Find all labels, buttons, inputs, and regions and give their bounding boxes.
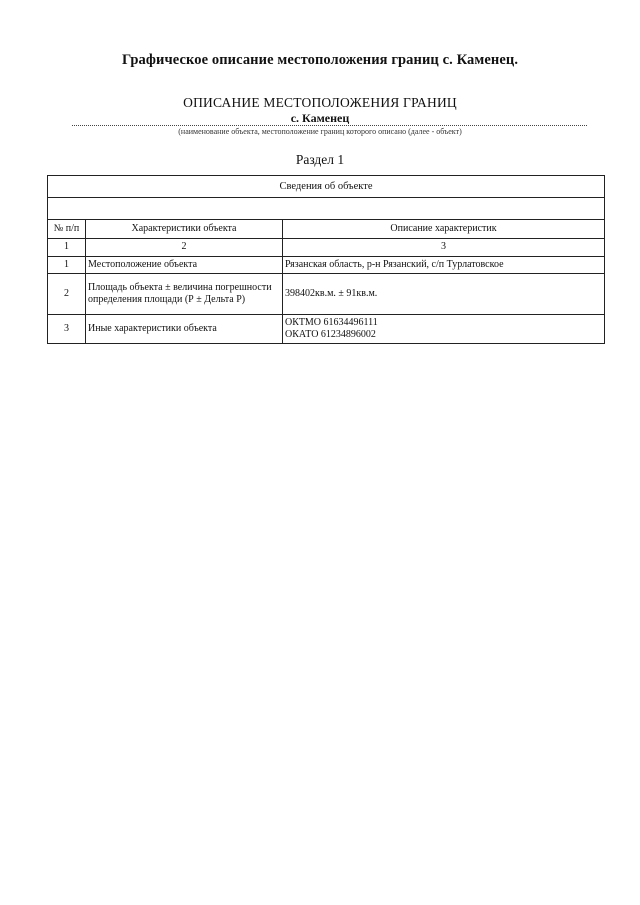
object-caption: (наименование объекта, местоположение границ которого описано (далее - объект) xyxy=(178,127,462,136)
object-name-underline xyxy=(72,125,587,126)
row-num: 1 xyxy=(48,257,86,274)
okato-code: ОКАТО 61234896002 xyxy=(285,329,376,340)
row-characteristic: Площадь объекта ± величина погрешности определения площади (Р ± Дельта Р) xyxy=(86,274,283,315)
object-info-table xyxy=(47,175,605,344)
row-characteristic: Иные характеристики объекта xyxy=(86,315,283,344)
table-row xyxy=(48,257,605,274)
section-title: Раздел 1 xyxy=(295,152,345,167)
object-name: с. Каменец xyxy=(290,111,350,125)
column-header-characteristic: Характеристики объекта xyxy=(86,220,283,239)
table-header-row xyxy=(48,176,605,198)
row-characteristic: Местоположение объекта xyxy=(86,257,283,274)
column-header-description: Описание характеристик xyxy=(283,220,605,239)
table-blank-row xyxy=(48,198,605,220)
column-headers-row xyxy=(48,220,605,239)
row-num: 3 xyxy=(48,315,86,344)
table-header: Сведения об объекте xyxy=(48,176,605,198)
column-number-2: 2 xyxy=(86,239,283,257)
document-heading: ОПИСАНИЕ МЕСТОПОЛОЖЕНИЯ ГРАНИЦ xyxy=(183,95,457,110)
column-number-3: 3 xyxy=(283,239,605,257)
column-numbers-row xyxy=(48,239,605,257)
page-title: Графическое описание местоположения границ с. Каменец. xyxy=(121,52,519,68)
row-description: 398402кв.м. ± 91кв.м. xyxy=(283,274,605,315)
table-row xyxy=(48,315,605,344)
column-number-1: 1 xyxy=(48,239,86,257)
row-description xyxy=(283,315,605,344)
table-blank-cell xyxy=(48,198,605,220)
row-num: 2 xyxy=(48,274,86,315)
table-row xyxy=(48,274,605,315)
row-description: Рязанская область, р-н Рязанский, с/п Турлатовское xyxy=(283,257,605,274)
column-header-num: № п/п xyxy=(48,220,86,239)
oktmo-code: ОКТМО 61634496111 xyxy=(285,316,378,328)
